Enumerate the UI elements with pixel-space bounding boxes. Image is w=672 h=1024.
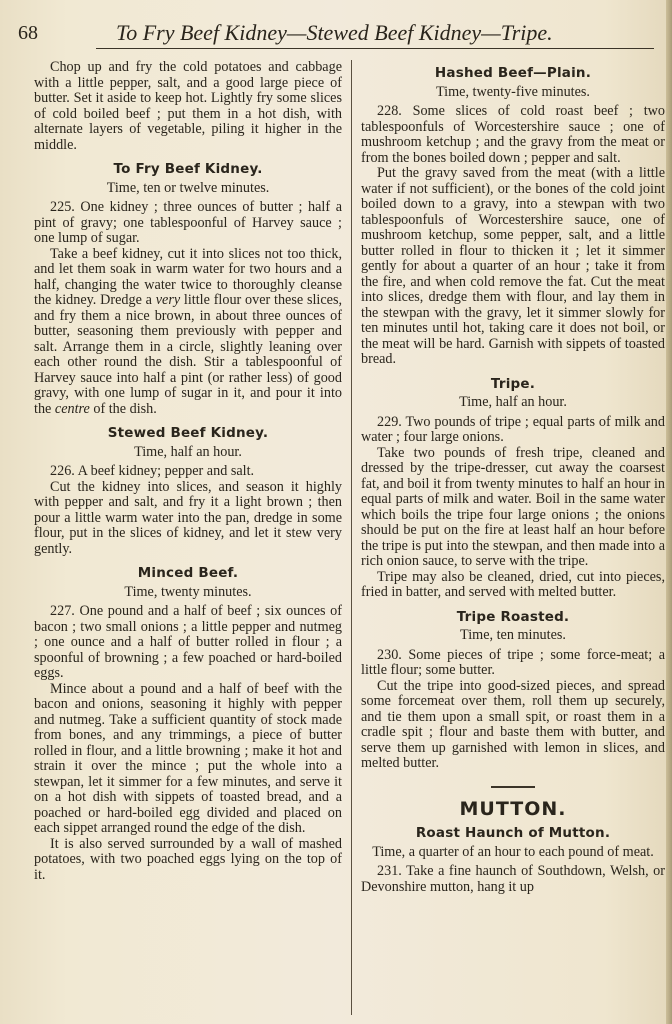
section-time: Time, twenty-five minutes. [436,83,590,100]
recipe-ingredients: 226. A beef kidney; pepper and salt. [50,463,255,479]
section-title-roast-haunch: Roast Haunch of Mutton. [415,825,611,841]
left-column [34,60,342,883]
recipe-note: Tripe may also be cleaned, dried, cut into pieces, fried in batter, and served with melted butter. [361,568,665,600]
recipe-ingredients: 228. Some slices of cold roast beef ; two tablespoonfuls of Worcestershire sauce ; one of mushroom ketchup ; and the gravy from the meat or from the bones boiled down ; pepper and salt. [361,103,665,166]
recipe-ingredients: 229. Two pounds of tripe ; equal parts of milk and water ; four large onions. [361,413,665,445]
chapter-heading-mutton: MUTTON. [459,797,567,820]
recipe-ingredients: 227. One pound and a half of beef ; six ounces of bacon ; two small onions ; a little pepper and nutmeg ; one ounce and a half of butter rolled in flour ; a spoonful of browning ; a few poached or hard-boiled eggs. [34,603,342,681]
section-divider [491,786,535,788]
recipe-method: Cut the tripe into good-sized pieces, and spread some forcemeat over them, roll them up securely, and tie them upon a small spit, or roast them in a cradle spit ; flour and baste them with butter, and serve them up garnished with lemon in slices, and melted butter. [361,677,665,771]
recipe-method: Take two pounds of fresh tripe, cleaned and dressed by the tripe-dresser, cut away the coarsest fat, and boil it from twenty minutes to half an hour in equal parts of milk and water. Boil in the same water which boils the tripe four large onions ; the onions should be put on the fire at least half an hour before the tripe is put into the stewpan, and then made into a rich onion sauce, to serve with the tripe. [361,444,665,569]
section-time: Time, half an hour. [459,394,567,410]
recipe-method: Take a beef kidney, cut it into slices not too thick, and let them soak in warm water for two hours and a half, changing the water twice to thoroughly cleanse the kidney. Dredge a very little flour over these slices, and fry them a nice brown, in about three ounces of butter, seasoning them previously with pepper and salt. Arrange them in a circle, slightly leaning over each other round the dish. Stir a tablespoonful of Harvey sauce into half a pint (or rather less) of good gravy, with one lump of sugar in it, and pour it into the centre of the dish. [34,245,343,417]
page-header [18,18,654,48]
section-title-minced-beef: Minced Beef. [137,565,239,581]
section-time: Time, ten minutes. [460,627,566,643]
section-title-stewed-kidney: Stewed Beef Kidney. [107,425,269,441]
recipe-method: Mince about a pound and a half of beef with the bacon and onions, seasoning it highly with pepper and nutmeg. Take a sufficient quantity of stock made from bones, and any trimmings, a piece of butter rolled in flour, and a little browning ; make it hot and strain it over the mince ; put the whole into a stewpan, let it simmer for a few minutes, and serve it on a hot dish with sippets of toasted bread, and a poached or hard-boiled egg divided and placed on each sippet arranged round the edge of the dish. [34,680,342,836]
page-number: 68 [18,22,38,44]
section-title-hashed-beef: Hashed Beef—Plain. [434,65,592,81]
recipe-method: Cut the kidney into slices, and season it highly with pepper and salt, and fry it a light brown ; then pour a little warm water into the pan, dredge in some flour, put in the slices of kidney, and let it stew very gently. [34,478,342,557]
running-title: To Fry Beef Kidney—Stewed Beef Kidney—Tripe. [116,20,553,45]
recipe-method: Put the gravy saved from the meat (with a little water if not sufficient), or the bones of the cold joint boiled down to a gravy, into a stewpan with two tablespoonfuls of Worcestershire sauce, one of mushroom ketchup, some pepper, salt, and a little butter rolled in flour to thicken it ; let it simmer gently for about a quarter of an hour ; take it from the fire, and when cold remove the fat. Cut the meat into slices, dredge them with flour, and lay them in the stewpan with the gravy, let it simmer slowly for ten minutes until hot, taking care it does not boil, or the meat will be hard. Garnish with sippets of toasted bread. [361,165,665,367]
section-time: Time, a quarter of an hour to each pound of meat. [372,843,654,860]
section-title-tripe: Tripe. [490,375,536,392]
column-divider [351,60,352,1015]
page-edge [666,0,672,1024]
recipe-note: It is also served surrounded by a wall of mashed potatoes, with two poached eggs lying on the top of it. [34,835,342,883]
section-time: Time, twenty minutes. [124,583,252,600]
section-title-fry-kidney: To Fry Beef Kidney. [113,161,263,177]
section-title-tripe-roasted: Tripe Roasted. [456,608,570,625]
recipe-ingredients: 231. Take a fine haunch of Southdown, Welsh, or Devonshire mutton, hang it up [361,863,665,895]
intro-paragraph: Chop up and fry the cold potatoes and cabbage with a little pepper, salt, and a good large piece of butter. Set it aside to keep hot. Lightly fry some slices of cold boiled beef ; put them in a hot dish, with alternate layers of vegetable, piling it higher in the middle. [34,59,342,153]
recipe-ingredients: 230. Some pieces of tripe ; some force-meat; a little flour; some butter. [361,646,665,678]
recipe-ingredients: 225. One kidney ; three ounces of butter ; half a pint of gravy; one tablespoonful of Harvey sauce ; one lump of sugar. [34,199,342,246]
section-time: Time, half an hour. [134,443,242,460]
header-rule [96,48,654,49]
right-column [361,60,665,895]
section-time: Time, ten or twelve minutes. [106,179,270,196]
